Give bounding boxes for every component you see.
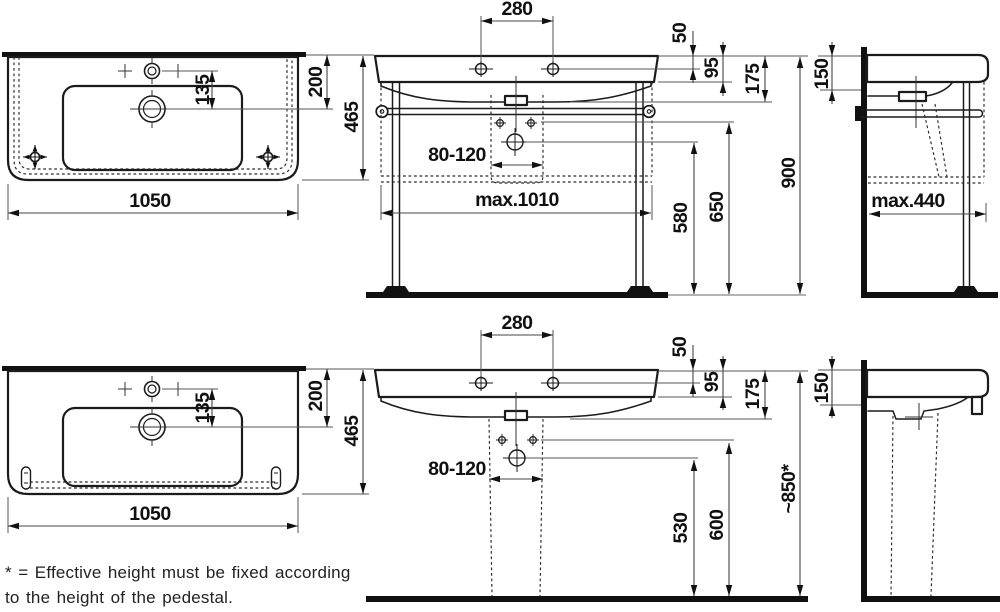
fixing-screw-icon [527, 434, 539, 446]
view-row2-front [366, 312, 808, 602]
svg-text:max.440: max.440 [871, 190, 945, 212]
fixing-screw-icon [496, 434, 508, 446]
svg-text:280: 280 [501, 0, 533, 20]
towel-rail-side [862, 110, 983, 117]
svg-text:530: 530 [670, 512, 692, 544]
svg-text:580: 580 [670, 202, 692, 234]
pedestal-hidden-outline [891, 413, 938, 596]
floor-line [366, 292, 668, 298]
fixing-screw-icon [525, 117, 537, 129]
svg-text:1050: 1050 [129, 503, 171, 525]
svg-text:150: 150 [811, 58, 833, 90]
waste-crosshair-icon [501, 128, 529, 156]
svg-text:1050: 1050 [129, 190, 171, 212]
dim-fixing-height [706, 443, 732, 596]
overflow-outlet [972, 397, 982, 414]
basin-outline [8, 371, 298, 494]
footnote-line2: to the height of the pedestal. [5, 588, 234, 607]
svg-text:600: 600 [706, 509, 728, 541]
svg-text:50: 50 [669, 336, 691, 358]
svg-text:95: 95 [701, 57, 723, 79]
svg-text:50: 50 [669, 22, 691, 44]
frame-feet [383, 286, 653, 292]
svg-text:200: 200 [305, 66, 327, 98]
drain-outlet [899, 92, 926, 101]
dim-basin-depth [742, 370, 768, 419]
dim-total-height [778, 57, 803, 294]
floor-line [366, 596, 808, 602]
dim-waste-offset [428, 458, 543, 482]
svg-text:80-120: 80-120 [428, 144, 486, 166]
dim-frame-width [381, 185, 652, 220]
svg-text:650: 650 [706, 191, 728, 223]
svg-text:175: 175 [742, 63, 764, 95]
dim-waste-height [670, 460, 697, 596]
wall-section [861, 47, 867, 292]
svg-text:465: 465 [341, 415, 363, 447]
dim-rear-to-tap [669, 336, 696, 397]
svg-text:150: 150 [811, 372, 833, 404]
svg-text:max.1010: max.1010 [475, 189, 559, 211]
svg-text:80-120: 80-120 [428, 458, 486, 480]
rail-end-knob [643, 106, 655, 118]
dim-rim-height [701, 356, 726, 410]
view-row1-plan [2, 52, 374, 220]
svg-text:175: 175 [742, 378, 764, 410]
view-row2-plan [2, 366, 374, 533]
svg-text:95: 95 [701, 371, 723, 393]
svg-text:280: 280 [501, 312, 533, 334]
dim-width [8, 184, 298, 220]
dim-waste-offset [428, 144, 543, 168]
view-row1-side [811, 42, 998, 298]
floor-line [861, 596, 1000, 602]
bowl-underside [868, 398, 967, 419]
basin-rim-side [867, 55, 988, 82]
frame-legs [393, 82, 644, 286]
rail-end-knob [376, 106, 388, 118]
dim-front-height [811, 356, 861, 418]
footnote [5, 563, 350, 607]
fixing-screw-icon [494, 117, 506, 129]
view-row2-side [811, 356, 1000, 602]
dim-fixing-height [706, 123, 732, 294]
rail-wall-bracket [855, 106, 862, 121]
dim-front-height [811, 42, 861, 104]
svg-text:~850*: ~850* [778, 464, 800, 514]
svg-text:200: 200 [305, 380, 327, 412]
svg-text:135: 135 [192, 74, 214, 106]
frame-foot [954, 286, 978, 292]
floor-line [861, 292, 998, 298]
footnote-line1: * = Effective height must be fixed according [5, 563, 351, 582]
view-row1-front [366, 0, 808, 298]
dim-width [8, 497, 298, 533]
basin-rim-side [867, 370, 988, 397]
frame-leg [964, 82, 970, 286]
dim-tap-spacing [481, 0, 553, 61]
dim-tap-spacing [481, 312, 553, 376]
dim-basin-depth [742, 56, 768, 102]
svg-text:465: 465 [341, 101, 363, 133]
svg-text:900: 900 [778, 157, 800, 189]
dim-rim-height [701, 42, 726, 96]
dim-rear-to-tap [669, 22, 696, 83]
dim-frame-depth [869, 190, 986, 222]
dim-total-height [778, 372, 803, 596]
dim-waste-height [670, 143, 697, 294]
svg-text:135: 135 [192, 392, 214, 424]
